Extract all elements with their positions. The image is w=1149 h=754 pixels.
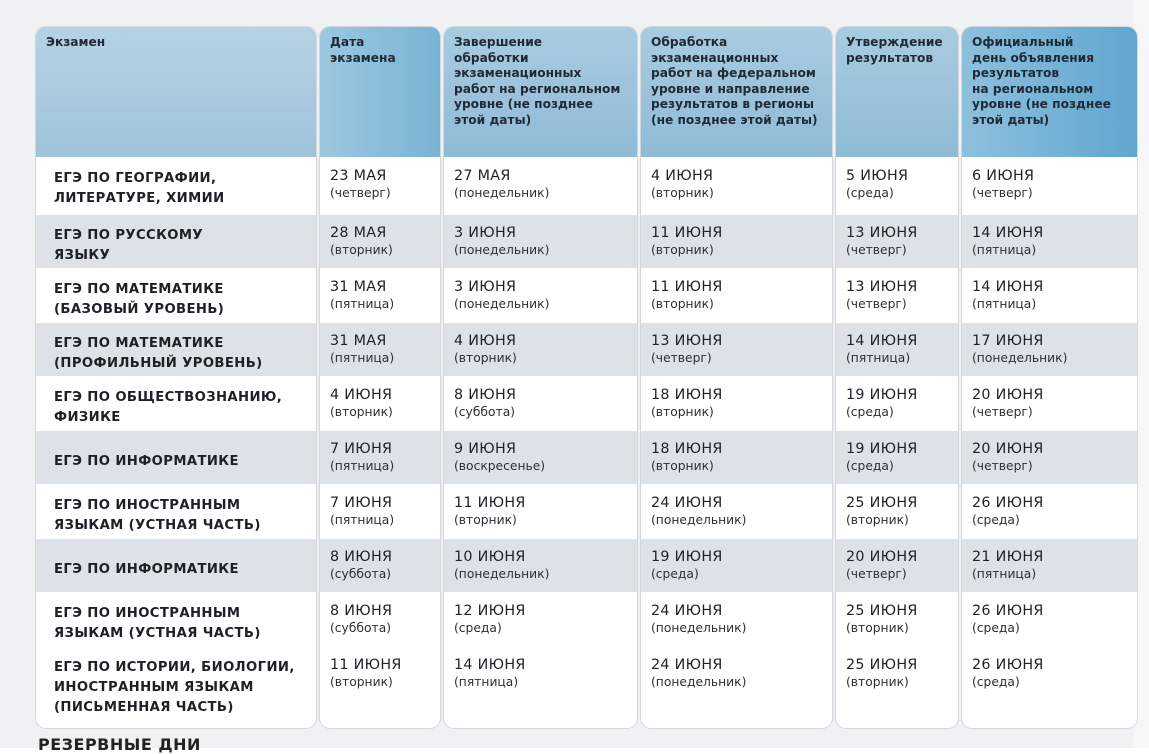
date-value: 14 ИЮНЯ [972,279,1044,295]
weekday-value: (четверг) [651,351,712,365]
table-cell [836,157,958,214]
table-cell [962,214,1137,268]
table-cell [36,322,316,376]
weekday-value: (понедельник) [651,513,747,527]
table-cell [962,592,1137,646]
weekday-value: (понедельник) [454,567,550,581]
weekday-value: (пятница) [846,351,911,365]
table-cell [836,214,958,268]
exam-name-line: ЯЗЫКУ [54,248,111,263]
exam-name [46,387,306,428]
date-value: 24 ИЮНЯ [651,657,723,673]
table-cell [320,268,440,322]
column-header-official-announcement [962,27,1137,157]
column-header-line: работ на региональном [454,81,621,96]
date-value: 25 ИЮНЯ [846,495,918,511]
weekday-value: (вторник) [454,351,517,365]
table-cell [962,157,1137,214]
footer-heading: РЕЗЕРВНЫЕ ДНИ [38,735,201,754]
exam-name-line: ЕГЭ ПО ИНФОРМАТИКЕ [54,454,239,469]
column-body [444,157,637,728]
table-cell [962,322,1137,376]
table-cell [444,484,637,538]
table-cell [320,376,440,430]
exam-name [46,279,306,320]
date-value: 7 ИЮНЯ [330,441,393,457]
column-header-line: уровне (не позднее [972,97,1111,111]
date-value: 4 ИЮНЯ [330,387,393,403]
weekday-value: (четверг) [972,459,1033,473]
date-value: 17 ИЮНЯ [972,333,1044,349]
table-cell [36,592,316,646]
table-cell [641,268,832,322]
table-cell [962,646,1137,728]
table-cell [36,430,316,484]
weekday-value: (вторник) [846,675,909,689]
column-header-line: этой даты) [454,112,532,127]
table-cell [641,376,832,430]
table-cell [444,376,637,430]
table-cell [36,484,316,538]
exam-name [46,168,306,209]
weekday-value: (пятница) [972,243,1037,257]
weekday-value: (пятница) [330,459,395,473]
exam-name-line: ФИЗИКЕ [54,410,121,425]
column-header-line: (не позднее этой даты) [651,112,818,127]
exam-name-line: (БАЗОВЫЙ УРОВЕНЬ) [54,302,225,317]
exam-name [46,495,306,536]
column-body [320,157,440,728]
table-cell [36,268,316,322]
date-value: 3 ИЮНЯ [454,225,517,241]
date-value: 19 ИЮНЯ [651,549,723,565]
exam-name-line: ЯЗЫКАМ (УСТНАЯ ЧАСТЬ) [54,518,261,533]
date-value: 20 ИЮНЯ [972,441,1044,457]
exam-name-line: ЯЗЫКАМ (УСТНАЯ ЧАСТЬ) [54,626,261,641]
exam-name-line: ЕГЭ ПО ИСТОРИИ, БИОЛОГИИ, [54,660,295,675]
table-cell [962,268,1137,322]
column-header-line: уровне (не позднее [454,97,593,111]
date-value: 14 ИЮНЯ [972,225,1044,241]
date-value: 27 МАЯ [454,168,511,184]
weekday-value: (четверг) [846,567,907,581]
date-value: 4 ИЮНЯ [651,168,714,184]
date-value: 18 ИЮНЯ [651,387,723,403]
date-value: 4 ИЮНЯ [454,333,517,349]
weekday-value: (вторник) [330,243,393,257]
weekday-value: (понедельник) [454,243,550,257]
date-value: 11 ИЮНЯ [651,279,723,295]
column-federal-processing [641,27,832,728]
date-value: 21 ИЮНЯ [972,549,1044,565]
column-header-line: Дата [330,35,365,49]
weekday-value: (понедельник) [972,351,1068,365]
column-official-announcement [962,27,1137,728]
weekday-value: (понедельник) [651,675,747,689]
date-value: 13 ИЮНЯ [846,279,918,295]
exam-name-line: ЕГЭ ПО МАТЕМАТИКЕ [54,336,224,351]
exam-name-line: ИНОСТРАННЫМ ЯЗЫКАМ [54,680,254,695]
table-cell [836,592,958,646]
weekday-value: (понедельник) [454,297,550,311]
weekday-value: (пятница) [330,297,395,311]
column-header-line: экзаменационных [454,66,582,80]
table-cell [36,646,316,728]
table-cell [962,376,1137,430]
table-cell [444,322,637,376]
date-value: 14 ИЮНЯ [846,333,918,349]
table-cell [836,268,958,322]
weekday-value: (вторник) [651,405,714,419]
date-value: 9 ИЮНЯ [454,441,517,457]
weekday-value: (четверг) [846,297,907,311]
weekday-value: (среда) [846,459,894,473]
table-cell [36,157,316,214]
exam-name-line: ЕГЭ ПО ИНФОРМАТИКЕ [54,562,239,577]
table-cell [320,646,440,728]
weekday-value: (пятница) [972,567,1037,581]
date-value: 8 ИЮНЯ [330,549,393,565]
table-cell [36,214,316,268]
weekday-value: (вторник) [651,297,714,311]
column-header-line: Официальный [972,35,1074,49]
date-value: 13 ИЮНЯ [846,225,918,241]
table-cell [444,646,637,728]
table-cell [444,157,637,214]
exam-name-line: ЕГЭ ПО ИНОСТРАННЫМ [54,606,241,621]
exam-name-line: ЕГЭ ПО ОБЩЕСТВОЗНАНИЮ, [54,390,283,405]
date-value: 19 ИЮНЯ [846,387,918,403]
column-header-line: на региональном [972,81,1094,96]
column-header-line: результатов [972,66,1060,80]
table-cell [320,592,440,646]
weekday-value: (вторник) [330,405,393,419]
exam-name-line: (ПРОФИЛЬНЫЙ УРОВЕНЬ) [54,356,263,371]
exam-name [46,657,306,718]
table-cell [320,214,440,268]
table-cell [36,376,316,430]
date-value: 26 ИЮНЯ [972,657,1044,673]
table-cell [641,214,832,268]
table-cell [641,157,832,214]
date-value: 19 ИЮНЯ [846,441,918,457]
weekday-value: (среда) [972,621,1020,635]
exam-name-line: ЕГЭ ПО РУССКОМУ [54,228,203,243]
date-value: 10 ИЮНЯ [454,549,526,565]
weekday-value: (понедельник) [454,186,550,200]
weekday-value: (среда) [454,621,502,635]
column-header-line: Завершение [454,35,543,49]
column-header-regional-processing [444,27,637,157]
column-header-line: экзамена [330,50,396,65]
date-value: 24 ИЮНЯ [651,603,723,619]
column-header-line: день объявления [972,50,1095,65]
table-cell [836,376,958,430]
date-value: 31 МАЯ [330,333,387,349]
date-value: 31 МАЯ [330,279,387,295]
weekday-value: (четверг) [972,405,1033,419]
exam-name-line: ЕГЭ ПО ИНОСТРАННЫМ [54,498,241,513]
exam-name [46,441,306,472]
column-header-line: этой даты) [972,112,1050,127]
column-body [962,157,1137,728]
column-header-line: Экзамен [46,35,106,49]
weekday-value: (вторник) [651,186,714,200]
date-value: 12 ИЮНЯ [454,603,526,619]
exam-name [46,225,306,266]
date-value: 18 ИЮНЯ [651,441,723,457]
column-body [641,157,832,728]
table-cell [320,157,440,214]
column-header-line: результатов [846,50,934,65]
table-cell [320,538,440,592]
column-results-approval [836,27,958,728]
date-value: 3 ИЮНЯ [454,279,517,295]
weekday-value: (вторник) [330,675,393,689]
table-cell [962,484,1137,538]
table-cell [444,538,637,592]
date-value: 6 ИЮНЯ [972,168,1035,184]
date-value: 11 ИЮНЯ [330,657,402,673]
column-header-line: экзаменационных [651,50,779,65]
date-value: 26 ИЮНЯ [972,603,1044,619]
exam-name-line: ЕГЭ ПО МАТЕМАТИКЕ [54,282,224,297]
date-value: 26 ИЮНЯ [972,495,1044,511]
weekday-value: (среда) [846,186,894,200]
date-value: 23 МАЯ [330,168,387,184]
table-cell [641,538,832,592]
date-value: 8 ИЮНЯ [454,387,517,403]
weekday-value: (среда) [651,567,699,581]
weekday-value: (вторник) [846,621,909,635]
table-cell [444,430,637,484]
weekday-value: (воскресенье) [454,459,546,473]
table-cell [320,484,440,538]
column-header-line: работ на федеральном [651,66,816,80]
date-value: 24 ИЮНЯ [651,495,723,511]
date-value: 13 ИЮНЯ [651,333,723,349]
weekday-value: (вторник) [454,513,517,527]
date-value: 7 ИЮНЯ [330,495,393,511]
weekday-value: (среда) [972,675,1020,689]
table-cell [444,592,637,646]
exam-schedule-table [36,27,1137,728]
table-cell [641,322,832,376]
exam-name [46,549,306,580]
weekday-value: (понедельник) [651,621,747,635]
table-cell [641,484,832,538]
column-header-line: уровне и направление [651,81,810,96]
table-cell [962,430,1137,484]
date-value: 5 ИЮНЯ [846,168,909,184]
exam-name [46,333,306,374]
weekday-value: (вторник) [651,459,714,473]
column-body [36,157,316,728]
table-cell [641,646,832,728]
date-value: 28 МАЯ [330,225,387,241]
weekday-value: (среда) [846,405,894,419]
weekday-value: (суббота) [454,405,516,419]
table-cell [836,430,958,484]
column-body [836,157,958,728]
column-header-exam-date [320,27,440,157]
weekday-value: (вторник) [846,513,909,527]
date-value: 25 ИЮНЯ [846,603,918,619]
exam-name-line: ЛИТЕРАТУРЕ, ХИМИИ [54,191,225,206]
table-cell [444,268,637,322]
table-cell [836,322,958,376]
table-cell [836,484,958,538]
column-header-line: обработки [454,50,529,65]
column-header-line: Утверждение [846,35,943,49]
table-cell [641,592,832,646]
weekday-value: (пятница) [330,351,395,365]
table-cell [320,430,440,484]
column-exam [36,27,316,728]
weekday-value: (суббота) [330,621,392,635]
column-exam-date [320,27,440,728]
date-value: 20 ИЮНЯ [846,549,918,565]
date-value: 11 ИЮНЯ [454,495,526,511]
table-cell [962,538,1137,592]
table-cell [444,214,637,268]
weekday-value: (суббота) [330,567,392,581]
column-header-line: результатов в регионы [651,97,814,111]
exam-name-line: ЕГЭ ПО ГЕОГРАФИИ, [54,171,217,186]
date-value: 8 ИЮНЯ [330,603,393,619]
column-header-line: Обработка [651,35,728,49]
table-cell [320,322,440,376]
table-cell [836,646,958,728]
weekday-value: (среда) [972,513,1020,527]
weekday-value: (четверг) [330,186,391,200]
table-cell [36,538,316,592]
exam-name-line: (ПИСЬМЕННАЯ ЧАСТЬ) [54,700,234,715]
weekday-value: (четверг) [846,243,907,257]
column-header-exam [36,27,316,157]
date-value: 14 ИЮНЯ [454,657,526,673]
weekday-value: (вторник) [651,243,714,257]
weekday-value: (пятница) [454,675,519,689]
weekday-value: (пятница) [972,297,1037,311]
column-regional-processing [444,27,637,728]
date-value: 20 ИЮНЯ [972,387,1044,403]
column-header-federal-processing [641,27,832,157]
column-header-results-approval [836,27,958,157]
table-cell [641,430,832,484]
exam-name [46,603,306,644]
date-value: 11 ИЮНЯ [651,225,723,241]
table-cell [836,538,958,592]
weekday-value: (пятница) [330,513,395,527]
date-value: 25 ИЮНЯ [846,657,918,673]
weekday-value: (четверг) [972,186,1033,200]
